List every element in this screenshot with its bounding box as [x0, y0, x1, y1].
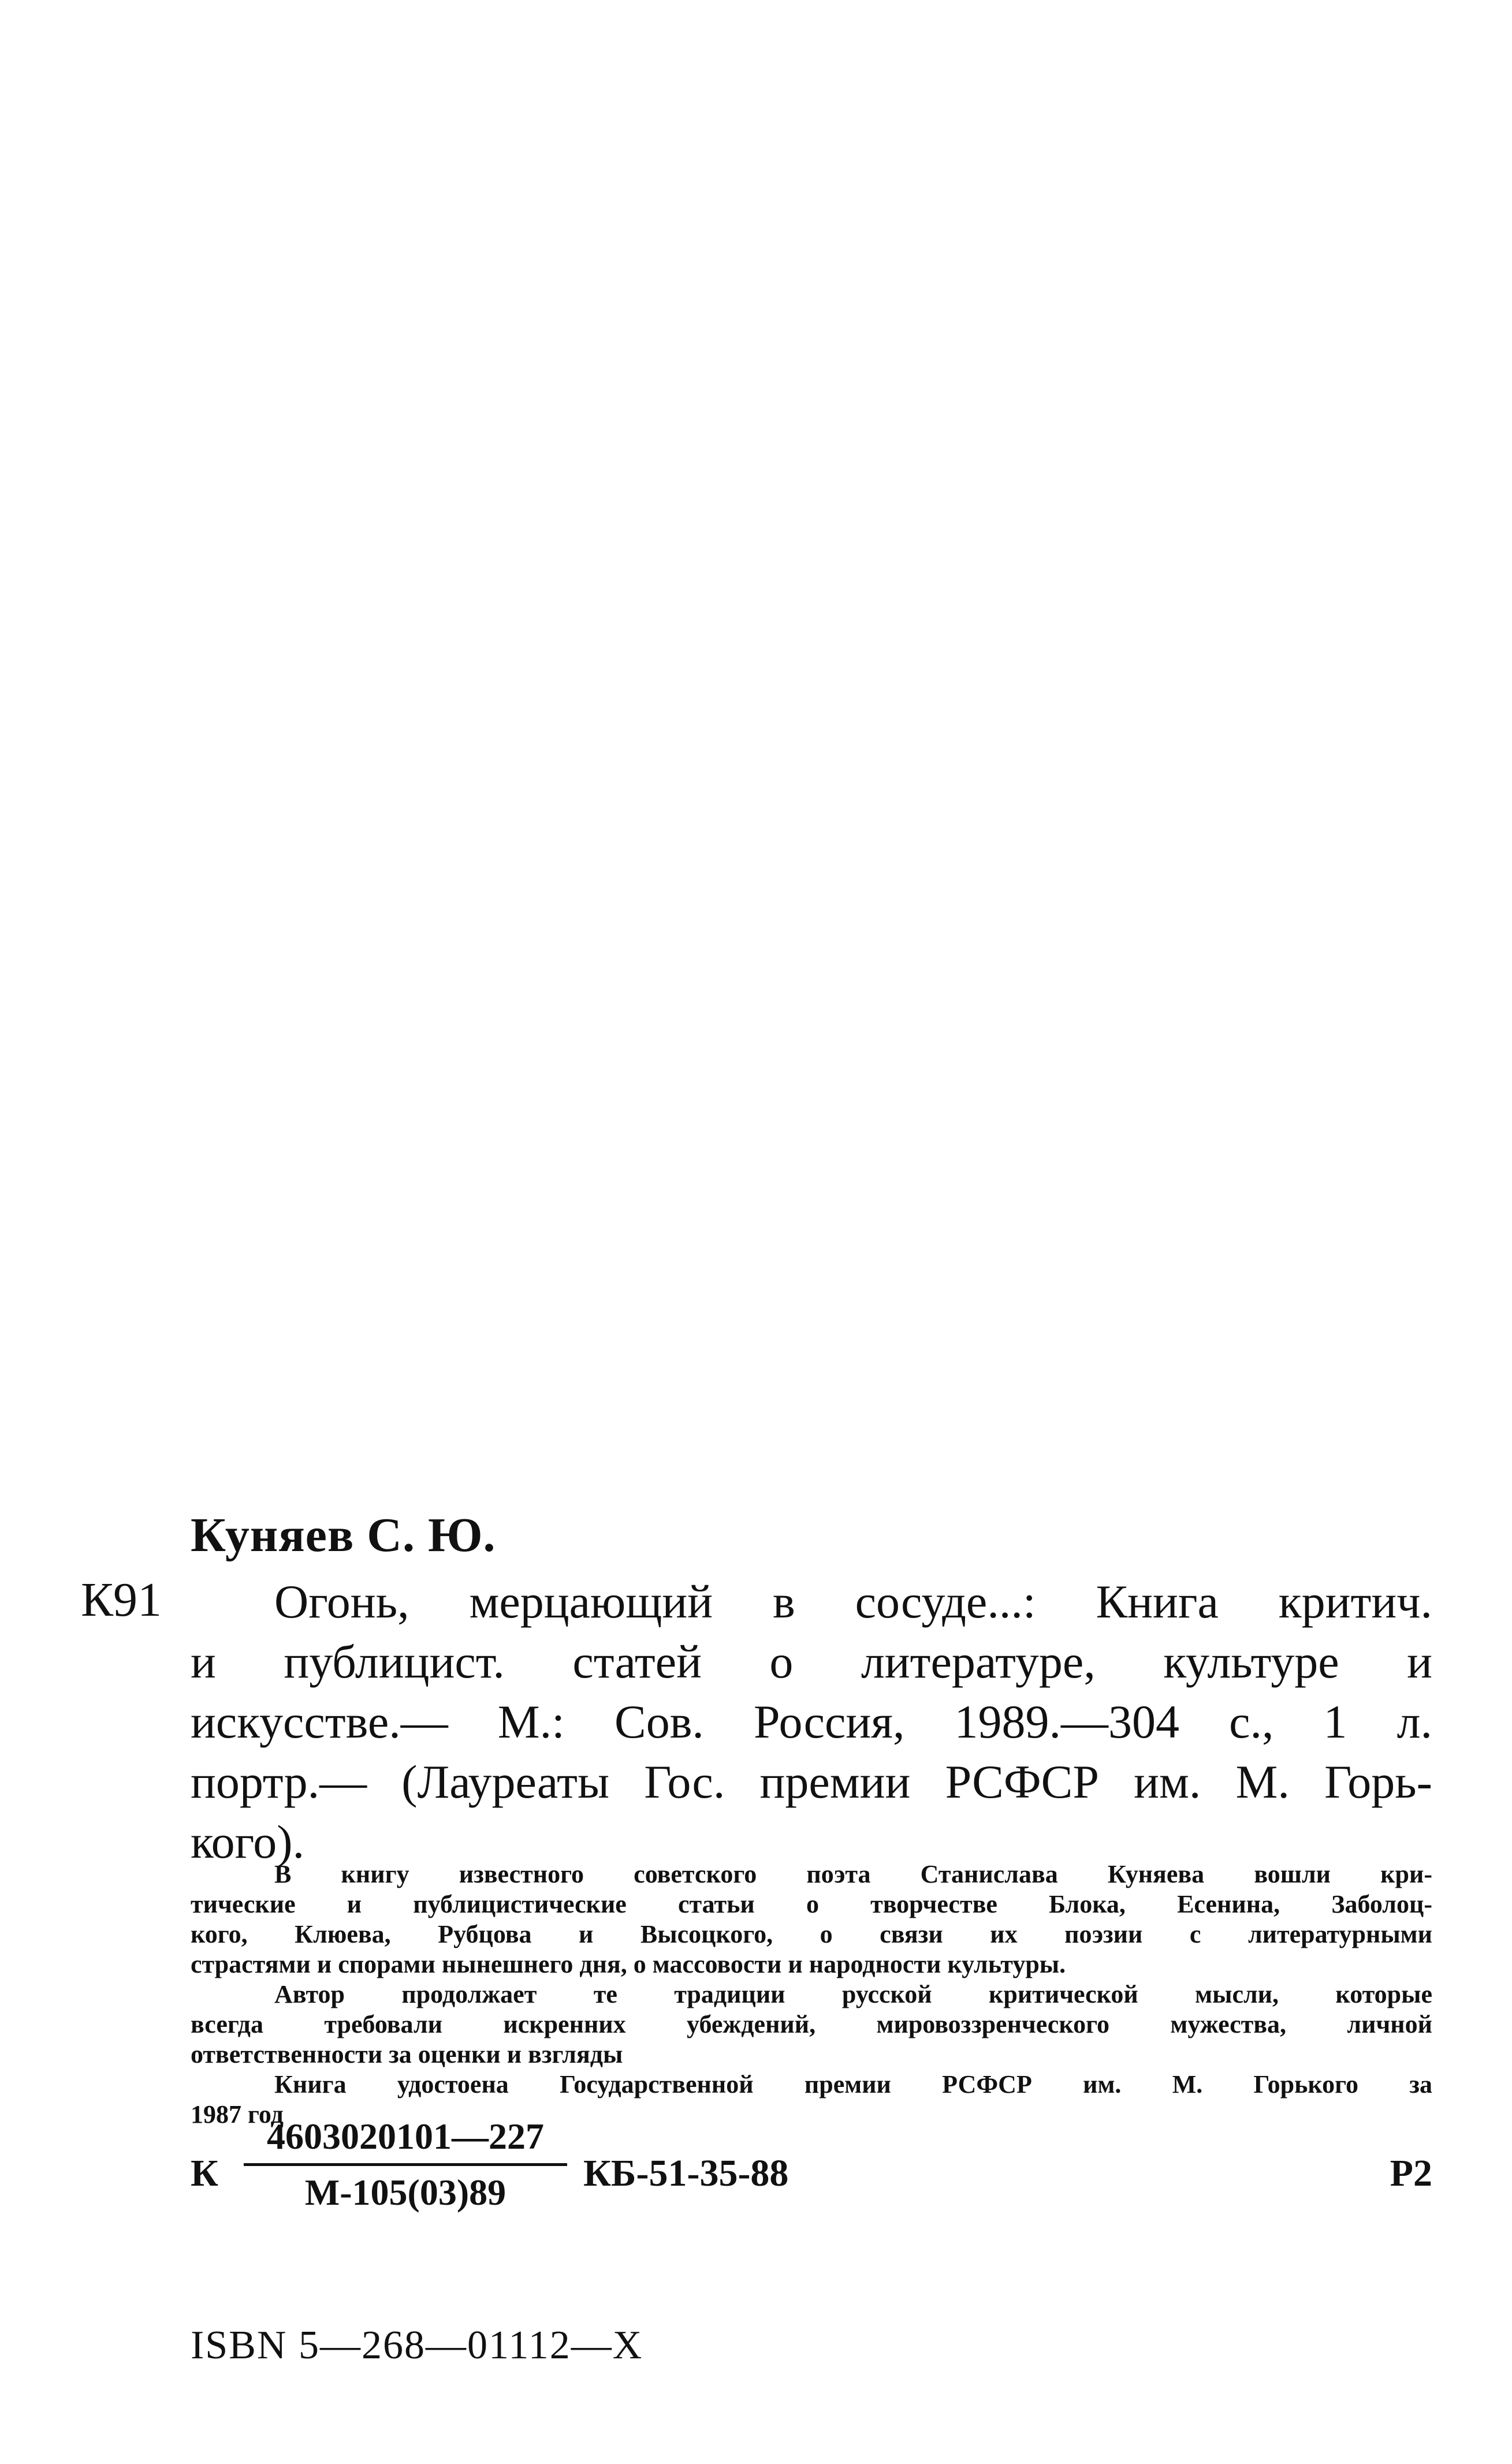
- publication-index: [191, 2113, 1432, 2252]
- index-numerator: 4603020101—227: [267, 2116, 544, 2157]
- annotation-line: В книгу известного советского поэта Станислава Куняева вошли кри-: [274, 1860, 1432, 1888]
- isbn: ISBN 5—268—01112—Х: [191, 2323, 643, 2368]
- annotation: [191, 1859, 1432, 2130]
- title-line: искусстве.— М.: Сов. Россия, 1989.—304 с., 1 л.: [191, 1695, 1432, 1748]
- annotation-line: ответственности за оценки и взгляды: [191, 2040, 623, 2068]
- title-line: кого).: [191, 1816, 305, 1868]
- classification-code: Р2: [1390, 2152, 1432, 2194]
- index-code: КБ-51-35-88: [583, 2152, 789, 2194]
- annotation-line: страстями и спорами нынешнего дня, о массовости и народности культуры.: [191, 1950, 1066, 1978]
- annotation-line: всегда требовали искренних убеждений, мировоззренческого мужества, личной: [191, 2010, 1432, 2038]
- title-line: портр.— (Лауреаты Гос. премии РСФСР им. М. Горь-: [191, 1755, 1432, 1808]
- annotation-line: 1987 год: [191, 2100, 284, 2128]
- title-line: Огонь, мерцающий в сосуде...: Книга критич.: [274, 1575, 1432, 1628]
- author-heading: Куняев С. Ю.: [191, 1508, 496, 1562]
- annotation-line: тические и публицистические статьи о творчестве Блока, Есенина, Заболоц-: [191, 1890, 1432, 1918]
- annotation-line: Автор продолжает те традиции русской критической мысли, которые: [274, 1980, 1432, 2008]
- annotation-line: кого, Клюева, Рубцова и Высоцкого, о связи их поэзии с литературными: [191, 1920, 1432, 1948]
- index-fraction: [244, 2113, 567, 2216]
- fraction-bar: [244, 2163, 567, 2166]
- shelf-mark: К91: [81, 1573, 162, 1627]
- index-denominator: М-105(03)89: [304, 2172, 507, 2213]
- title-line: и публицист. статей о литературе, культуре и: [191, 1635, 1432, 1688]
- annotation-line: Книга удостоена Государственной премии РСФСР им. М. Горького за: [274, 2070, 1432, 2098]
- bibliographic-description: [191, 1572, 1432, 1872]
- index-prefix: К: [191, 2152, 218, 2194]
